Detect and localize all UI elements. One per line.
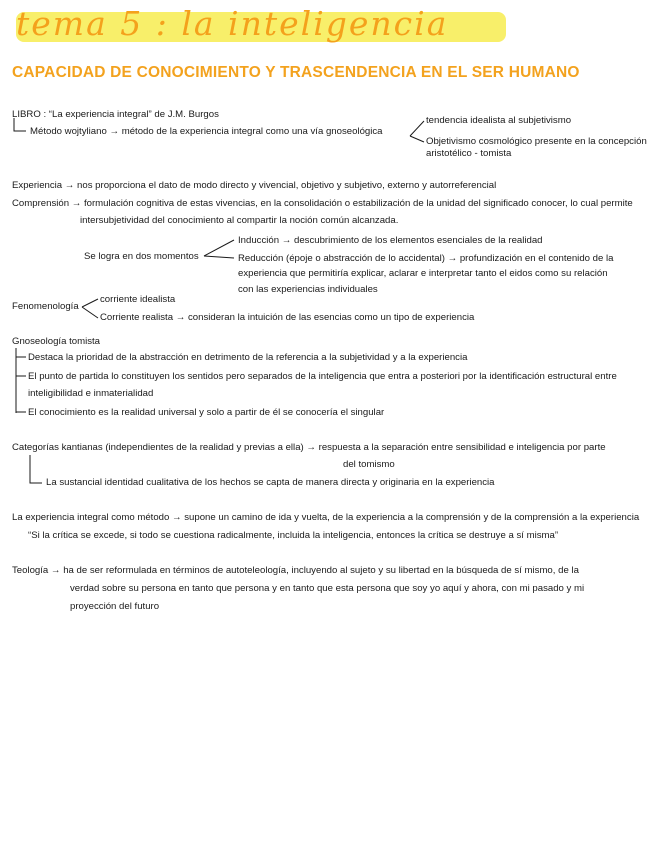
reduccion-line-2: experiencia que permitiría explicar, aclarar e interpretar tanto el eidos como su relación <box>238 268 608 279</box>
gnoseologia-item-2: El punto de partida lo constituyen los sentidos pero separados de la inteligencia que entra a posteriori por la identificación estructural entre <box>28 371 617 382</box>
categorias-line-1: Categorías kantianas (independientes de la realidad y previas a ella) → respuesta a la separación entre sensibilidad e inteligencia por parte <box>12 442 606 453</box>
teologia-line-2: verdad sobre su persona en tanto que persona y en tanto que esta persona que soy yo aquí y ahora, con mi pasado y mi <box>70 583 585 594</box>
gnoseologia-title: Gnoseología tomista <box>12 336 100 347</box>
integral-line-1: La experiencia integral como método → supone un camino de ida y vuelta, de la experiencia a la comprensión y de la comprensión a la experiencia <box>12 512 640 523</box>
gnoseologia-item-1: Destaca la prioridad de la abstracción en detrimento de la referencia a la subjetividad y a la experiencia <box>28 352 468 363</box>
induccion-line: Inducción → descubrimiento de los elementos esenciales de la realidad <box>238 235 543 246</box>
gnoseologia-item-3: El conocimiento es la realidad universal y solo a partir de él se conocería el singular <box>28 407 385 418</box>
corriente-idealista: corriente idealista <box>100 294 176 305</box>
page-subtitle: CAPACIDAD DE CONOCIMIENTO Y TRASCENDENCIA EN EL SER HUMANO <box>12 64 580 81</box>
corriente-realista: Corriente realista → consideran la intuición de las esencias como un tipo de experiencia <box>100 312 475 323</box>
comprension-line-2: intersubjetividad del conocimiento al compartir la noción común alcanzada. <box>80 215 399 226</box>
integral-quote: “Si la crítica se excede, si todo se cuestiona radicalmente, incluida la inteligencia, entonces la crítica se destruye a sí misma” <box>28 530 559 541</box>
categorias-line-2: del tomismo <box>343 459 395 470</box>
branch-objetivismo-cont: aristotélico - tomista <box>426 148 512 159</box>
categorias-line-3: La sustancial identidad cualitativa de los hechos se capta de manera directa y originaria en la experiencia <box>46 477 495 488</box>
branch-objetivismo: Objetivismo cosmológico presente en la concepción <box>426 136 647 147</box>
fenomenologia-label: Fenomenología <box>12 301 79 312</box>
branch-idealista: tendencia idealista al subjetivismo <box>426 115 572 126</box>
metodo-line: Método wojtyliano → método de la experiencia integral como una vía gnoseológica <box>30 126 383 137</box>
teologia-line-1: Teología → ha de ser reformulada en términos de autoteleología, incluyendo al sujeto y su libertad en la búsqueda de sí mismo, de la <box>12 565 579 576</box>
reduccion-line-1: Reducción (époje o abstracción de lo accidental) → profundización en el contenido de la <box>238 253 614 264</box>
reduccion-line-3: con las experiencias individuales <box>238 284 378 295</box>
teologia-line-3: proyección del futuro <box>70 601 160 612</box>
page-title: tema 5 : la inteligencia <box>16 4 449 43</box>
comprension-line-1: Comprensión → formulación cognitiva de estas vivencias, en la consolidación o estabilización de la unidad del significado conocer, lo cual permite <box>12 198 633 209</box>
experiencia-line: Experiencia → nos proporciona el dato de modo directo y vivencial, objetivo y subjetivo, externo y autorreferencial <box>12 180 497 191</box>
gnoseologia-item-2-cont: inteligibilidad e inmaterialidad <box>28 388 154 399</box>
momentos-label: Se logra en dos momentos <box>84 251 199 262</box>
libro-line: LIBRO : “La experiencia integral” de J.M. Burgos <box>12 109 219 120</box>
